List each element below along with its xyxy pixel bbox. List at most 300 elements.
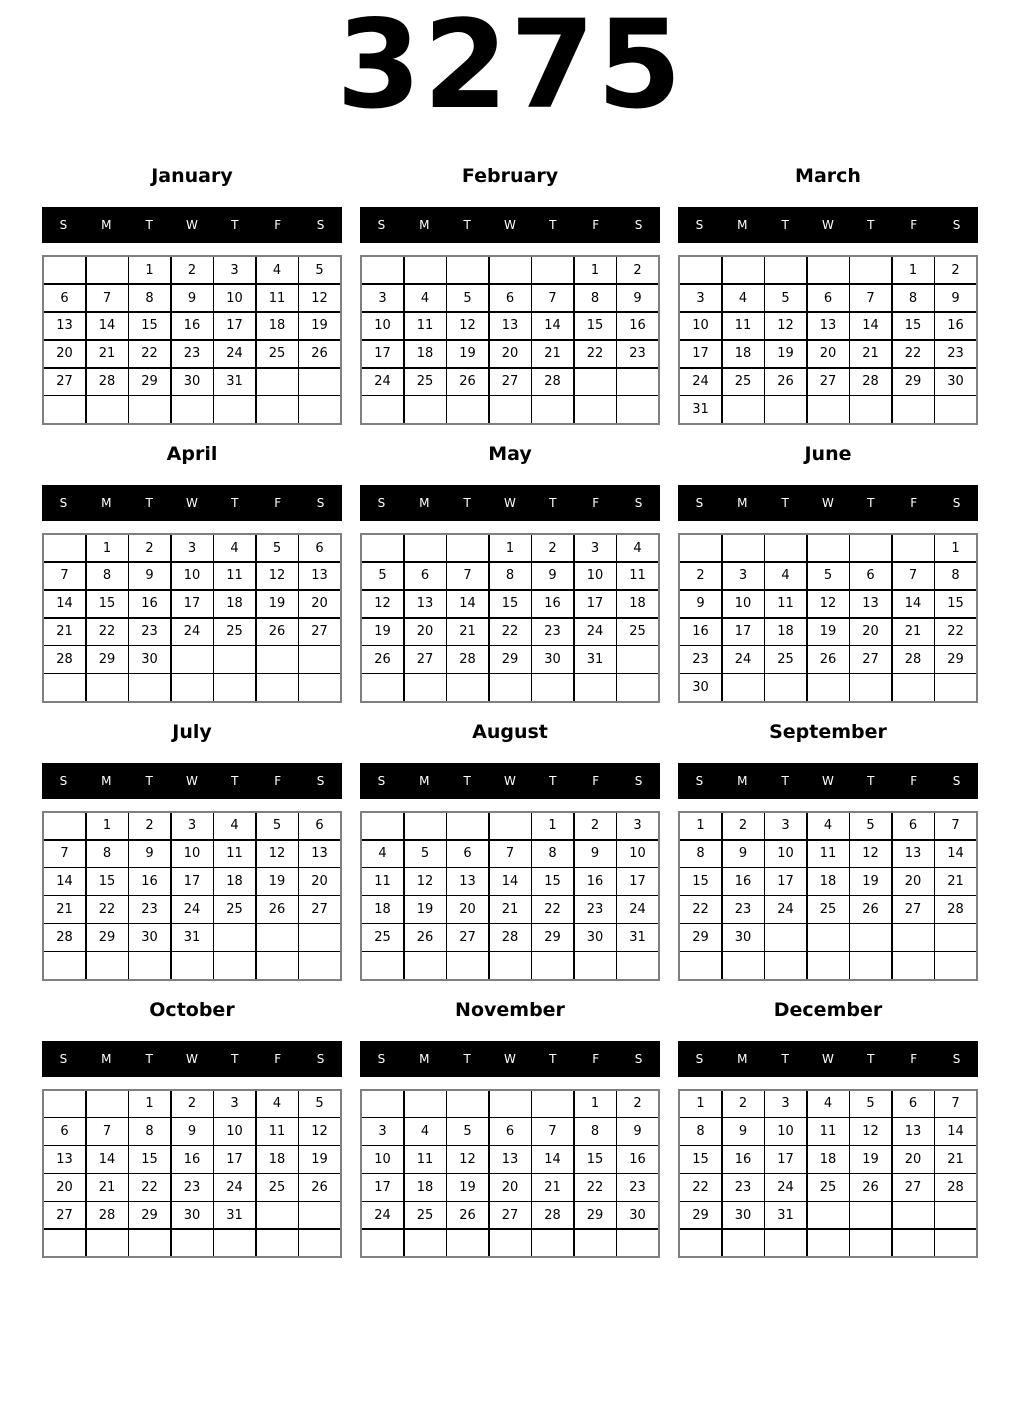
day-cell: 12: [299, 285, 340, 311]
day-cell: 22: [129, 1174, 170, 1200]
day-cell: 27: [490, 369, 531, 395]
day-cell: 25: [257, 1174, 298, 1200]
day-cell: 16: [129, 591, 170, 617]
empty-day-cell: [87, 674, 128, 700]
weekday-label: S: [952, 495, 961, 510]
weekday-label: S: [59, 495, 68, 510]
day-cell: 2: [532, 535, 573, 561]
empty-day-cell: [405, 813, 446, 839]
empty-day-cell: [765, 396, 806, 422]
month-day-grid: [360, 1089, 660, 1259]
weekday-label: S: [952, 773, 961, 788]
day-cell: 12: [447, 313, 488, 339]
day-cell: 4: [362, 841, 403, 867]
day-cell: 18: [808, 868, 849, 894]
day-cell: 20: [299, 591, 340, 617]
day-cell: 28: [935, 1174, 976, 1200]
empty-day-cell: [850, 535, 891, 561]
empty-day-cell: [362, 535, 403, 561]
day-cell: 13: [893, 1118, 934, 1144]
empty-day-cell: [405, 396, 446, 422]
day-cell: 16: [723, 1146, 764, 1172]
month-day-grid: [678, 1089, 978, 1259]
weekday-label: S: [377, 218, 386, 232]
weekday-label: S: [316, 1051, 325, 1066]
day-cell: 24: [172, 896, 213, 922]
day-cell: 16: [575, 868, 616, 894]
empty-day-cell: [765, 674, 806, 700]
weekday-label: T: [867, 495, 875, 510]
month-title: October: [149, 998, 235, 1021]
empty-day-cell: [893, 396, 934, 422]
weekday-label: W: [822, 1051, 834, 1066]
day-cell: 28: [850, 369, 891, 395]
empty-day-cell: [299, 646, 340, 672]
weekday-label: T: [867, 218, 875, 232]
day-cell: 23: [617, 1174, 658, 1200]
empty-day-cell: [87, 257, 128, 283]
weekday-label: W: [822, 495, 834, 510]
weekday-header-bar: [42, 1041, 342, 1077]
day-cell: 30: [617, 1202, 658, 1228]
day-cell: 16: [723, 868, 764, 894]
month-day-grid: [360, 255, 660, 425]
day-cell: 6: [299, 813, 340, 839]
empty-day-cell: [617, 1230, 658, 1256]
day-cell: 8: [490, 563, 531, 589]
day-cell: 26: [447, 369, 488, 395]
day-cell: 10: [214, 1118, 255, 1144]
day-cell: 23: [935, 341, 976, 367]
empty-day-cell: [299, 924, 340, 950]
day-cell: 11: [808, 841, 849, 867]
weekday-label: T: [867, 773, 875, 788]
empty-day-cell: [850, 257, 891, 283]
empty-day-cell: [214, 952, 255, 978]
day-cell: 2: [172, 257, 213, 283]
month-day-grid: [678, 255, 978, 425]
day-cell: 8: [680, 1118, 721, 1144]
weekday-label: M: [419, 773, 430, 788]
empty-day-cell: [299, 674, 340, 700]
empty-day-cell: [257, 674, 298, 700]
day-cell: 7: [850, 285, 891, 311]
day-cell: 22: [532, 896, 573, 922]
day-cell: 19: [765, 341, 806, 367]
weekday-label: T: [549, 773, 557, 788]
day-cell: 21: [87, 341, 128, 367]
empty-day-cell: [935, 1202, 976, 1228]
day-cell: 27: [44, 1202, 85, 1228]
empty-day-cell: [723, 257, 764, 283]
day-cell: 31: [575, 646, 616, 672]
day-cell: 18: [723, 341, 764, 367]
day-cell: 10: [723, 591, 764, 617]
day-cell: 15: [680, 1146, 721, 1172]
weekday-header-bar: [360, 763, 660, 799]
day-cell: 24: [680, 369, 721, 395]
day-cell: 22: [893, 341, 934, 367]
empty-day-cell: [808, 396, 849, 422]
day-cell: 8: [129, 1118, 170, 1144]
day-cell: 7: [490, 841, 531, 867]
weekday-label: F: [592, 218, 600, 232]
day-cell: 6: [405, 563, 446, 589]
empty-day-cell: [532, 1091, 573, 1117]
weekday-label: F: [910, 218, 918, 232]
day-cell: 29: [129, 1202, 170, 1228]
day-cell: 15: [87, 868, 128, 894]
day-cell: 4: [214, 535, 255, 561]
day-cell: 11: [257, 1118, 298, 1144]
empty-day-cell: [447, 257, 488, 283]
month-april: [42, 444, 342, 703]
month-day-grid: [360, 533, 660, 703]
month-day-grid: [678, 533, 978, 703]
empty-day-cell: [808, 952, 849, 978]
weekday-header-bar: [678, 763, 978, 799]
day-cell: 3: [362, 285, 403, 311]
empty-day-cell: [447, 535, 488, 561]
day-cell: 18: [214, 868, 255, 894]
day-cell: 21: [44, 896, 85, 922]
day-cell: 25: [214, 619, 255, 645]
weekday-label: T: [781, 495, 789, 510]
weekday-label: M: [101, 495, 112, 510]
day-cell: 20: [893, 868, 934, 894]
day-cell: 2: [680, 563, 721, 589]
day-cell: 20: [490, 341, 531, 367]
day-cell: 26: [447, 1202, 488, 1228]
day-cell: 30: [723, 924, 764, 950]
month-day-grid: [678, 811, 978, 981]
day-cell: 22: [680, 896, 721, 922]
day-cell: 24: [214, 341, 255, 367]
day-cell: 29: [87, 646, 128, 672]
empty-day-cell: [893, 952, 934, 978]
day-cell: 28: [935, 896, 976, 922]
day-cell: 1: [680, 813, 721, 839]
day-cell: 14: [532, 1146, 573, 1172]
empty-day-cell: [87, 1091, 128, 1117]
day-cell: 22: [490, 619, 531, 645]
empty-day-cell: [44, 813, 85, 839]
month-day-grid: [42, 255, 342, 425]
day-cell: 5: [447, 285, 488, 311]
day-cell: 9: [723, 841, 764, 867]
weekday-label: S: [377, 495, 386, 510]
empty-day-cell: [575, 396, 616, 422]
weekday-label: M: [419, 1051, 430, 1066]
day-cell: 8: [87, 841, 128, 867]
empty-day-cell: [257, 952, 298, 978]
weekday-label: T: [463, 773, 471, 788]
day-cell: 1: [129, 1091, 170, 1117]
weekday-label: F: [274, 218, 282, 232]
day-cell: 11: [723, 313, 764, 339]
day-cell: 1: [129, 257, 170, 283]
empty-day-cell: [575, 1230, 616, 1256]
day-cell: 6: [44, 1118, 85, 1144]
day-cell: 13: [405, 591, 446, 617]
empty-day-cell: [362, 396, 403, 422]
day-cell: 9: [172, 1118, 213, 1144]
day-cell: 10: [172, 841, 213, 867]
weekday-label: T: [549, 495, 557, 510]
day-cell: 14: [935, 1118, 976, 1144]
empty-day-cell: [765, 952, 806, 978]
day-cell: 9: [129, 563, 170, 589]
day-cell: 10: [362, 1146, 403, 1172]
day-cell: 10: [362, 313, 403, 339]
day-cell: 22: [575, 1174, 616, 1200]
weekday-label: T: [549, 218, 557, 232]
day-cell: 28: [490, 924, 531, 950]
day-cell: 24: [172, 619, 213, 645]
day-cell: 8: [680, 841, 721, 867]
day-cell: 31: [680, 396, 721, 422]
day-cell: 24: [723, 646, 764, 672]
day-cell: 22: [680, 1174, 721, 1200]
day-cell: 31: [214, 369, 255, 395]
empty-day-cell: [850, 924, 891, 950]
day-cell: 2: [129, 813, 170, 839]
empty-day-cell: [490, 257, 531, 283]
day-cell: 9: [575, 841, 616, 867]
day-cell: 29: [680, 1202, 721, 1228]
empty-day-cell: [490, 674, 531, 700]
day-cell: 3: [617, 813, 658, 839]
weekday-label: S: [634, 218, 643, 232]
day-cell: 31: [172, 924, 213, 950]
weekday-label: S: [377, 1051, 386, 1066]
day-cell: 5: [299, 1091, 340, 1117]
weekday-label: W: [186, 1051, 198, 1066]
day-cell: 14: [87, 1146, 128, 1172]
day-cell: 16: [172, 1146, 213, 1172]
empty-day-cell: [532, 952, 573, 978]
day-cell: 7: [44, 563, 85, 589]
day-cell: 25: [617, 619, 658, 645]
day-cell: 4: [765, 563, 806, 589]
day-cell: 5: [850, 1091, 891, 1117]
day-cell: 10: [617, 841, 658, 867]
day-cell: 11: [765, 591, 806, 617]
empty-day-cell: [680, 257, 721, 283]
month-title: November: [455, 998, 565, 1021]
day-cell: 11: [808, 1118, 849, 1144]
day-cell: 19: [808, 619, 849, 645]
day-cell: 1: [680, 1091, 721, 1117]
day-cell: 11: [214, 563, 255, 589]
day-cell: 24: [765, 896, 806, 922]
day-cell: 14: [532, 313, 573, 339]
day-cell: 9: [617, 1118, 658, 1144]
month-title: September: [769, 720, 887, 743]
day-cell: 23: [680, 646, 721, 672]
day-cell: 11: [405, 1146, 446, 1172]
day-cell: 5: [257, 535, 298, 561]
day-cell: 17: [214, 1146, 255, 1172]
weekday-label: S: [952, 1051, 961, 1066]
day-cell: 17: [765, 1146, 806, 1172]
day-cell: 6: [447, 841, 488, 867]
empty-day-cell: [617, 674, 658, 700]
day-cell: 26: [765, 369, 806, 395]
empty-day-cell: [490, 1091, 531, 1117]
empty-day-cell: [257, 924, 298, 950]
weekday-label: S: [695, 218, 704, 232]
day-cell: 25: [362, 924, 403, 950]
empty-day-cell: [532, 257, 573, 283]
day-cell: 14: [893, 591, 934, 617]
empty-day-cell: [172, 1230, 213, 1256]
day-cell: 3: [214, 1091, 255, 1117]
day-cell: 7: [532, 285, 573, 311]
day-cell: 5: [447, 1118, 488, 1144]
empty-day-cell: [44, 674, 85, 700]
day-cell: 14: [850, 313, 891, 339]
day-cell: 22: [935, 619, 976, 645]
empty-day-cell: [44, 952, 85, 978]
empty-day-cell: [617, 396, 658, 422]
weekday-label: M: [737, 773, 748, 788]
day-cell: 13: [490, 1146, 531, 1172]
day-cell: 19: [447, 1174, 488, 1200]
day-cell: 12: [850, 1118, 891, 1144]
weekday-header-bar: [42, 485, 342, 521]
empty-day-cell: [362, 1091, 403, 1117]
day-cell: 31: [765, 1202, 806, 1228]
day-cell: 9: [532, 563, 573, 589]
day-cell: 13: [893, 841, 934, 867]
day-cell: 6: [490, 1118, 531, 1144]
empty-day-cell: [850, 1202, 891, 1228]
empty-day-cell: [935, 396, 976, 422]
day-cell: 19: [299, 1146, 340, 1172]
empty-day-cell: [893, 1230, 934, 1256]
weekday-label: W: [504, 1051, 516, 1066]
month-title: August: [472, 720, 548, 743]
day-cell: 13: [808, 313, 849, 339]
day-cell: 12: [808, 591, 849, 617]
weekday-label: F: [274, 495, 282, 510]
day-cell: 11: [257, 285, 298, 311]
day-cell: 29: [129, 369, 170, 395]
day-cell: 3: [575, 535, 616, 561]
day-cell: 12: [362, 591, 403, 617]
weekday-label: S: [634, 495, 643, 510]
empty-day-cell: [617, 646, 658, 672]
empty-day-cell: [680, 1230, 721, 1256]
weekday-label: T: [867, 1051, 875, 1066]
day-cell: 2: [723, 813, 764, 839]
day-cell: 1: [87, 813, 128, 839]
day-cell: 25: [765, 646, 806, 672]
weekday-label: T: [463, 495, 471, 510]
day-cell: 18: [405, 1174, 446, 1200]
month-day-grid: [42, 533, 342, 703]
empty-day-cell: [447, 1230, 488, 1256]
day-cell: 27: [808, 369, 849, 395]
empty-day-cell: [447, 1091, 488, 1117]
day-cell: 16: [617, 1146, 658, 1172]
weekday-header-bar: [42, 207, 342, 243]
month-title: May: [488, 442, 532, 465]
empty-day-cell: [850, 952, 891, 978]
day-cell: 25: [257, 341, 298, 367]
weekday-header-bar: [678, 485, 978, 521]
day-cell: 14: [935, 841, 976, 867]
day-cell: 21: [532, 1174, 573, 1200]
day-cell: 12: [765, 313, 806, 339]
months-grid: [42, 166, 978, 1258]
empty-day-cell: [893, 924, 934, 950]
day-cell: 3: [172, 535, 213, 561]
day-cell: 11: [617, 563, 658, 589]
day-cell: 24: [575, 619, 616, 645]
day-cell: 29: [935, 646, 976, 672]
day-cell: 14: [44, 868, 85, 894]
weekday-label: W: [504, 218, 516, 232]
day-cell: 16: [680, 619, 721, 645]
day-cell: 7: [87, 285, 128, 311]
day-cell: 28: [893, 646, 934, 672]
month-december: [678, 1000, 978, 1259]
day-cell: 14: [44, 591, 85, 617]
day-cell: 6: [44, 285, 85, 311]
day-cell: 27: [490, 1202, 531, 1228]
weekday-header-bar: [360, 485, 660, 521]
weekday-label: W: [186, 495, 198, 510]
day-cell: 25: [405, 1202, 446, 1228]
day-cell: 9: [617, 285, 658, 311]
day-cell: 28: [532, 1202, 573, 1228]
day-cell: 1: [532, 813, 573, 839]
day-cell: 16: [617, 313, 658, 339]
day-cell: 18: [214, 591, 255, 617]
weekday-label: T: [549, 1051, 557, 1066]
weekday-label: T: [781, 1051, 789, 1066]
day-cell: 9: [935, 285, 976, 311]
day-cell: 21: [447, 619, 488, 645]
weekday-label: T: [463, 218, 471, 232]
day-cell: 9: [172, 285, 213, 311]
day-cell: 4: [808, 813, 849, 839]
empty-day-cell: [935, 674, 976, 700]
day-cell: 25: [808, 1174, 849, 1200]
day-cell: 27: [44, 369, 85, 395]
day-cell: 10: [214, 285, 255, 311]
day-cell: 2: [575, 813, 616, 839]
day-cell: 7: [447, 563, 488, 589]
day-cell: 6: [850, 563, 891, 589]
weekday-label: W: [504, 495, 516, 510]
empty-day-cell: [362, 952, 403, 978]
day-cell: 22: [87, 896, 128, 922]
month-title: April: [166, 442, 218, 465]
weekday-header-bar: [360, 1041, 660, 1077]
day-cell: 8: [893, 285, 934, 311]
empty-day-cell: [575, 952, 616, 978]
day-cell: 4: [808, 1091, 849, 1117]
day-cell: 15: [129, 313, 170, 339]
weekday-label: S: [377, 773, 386, 788]
weekday-label: F: [592, 1051, 600, 1066]
day-cell: 21: [532, 341, 573, 367]
day-cell: 10: [765, 1118, 806, 1144]
weekday-label: M: [737, 1051, 748, 1066]
